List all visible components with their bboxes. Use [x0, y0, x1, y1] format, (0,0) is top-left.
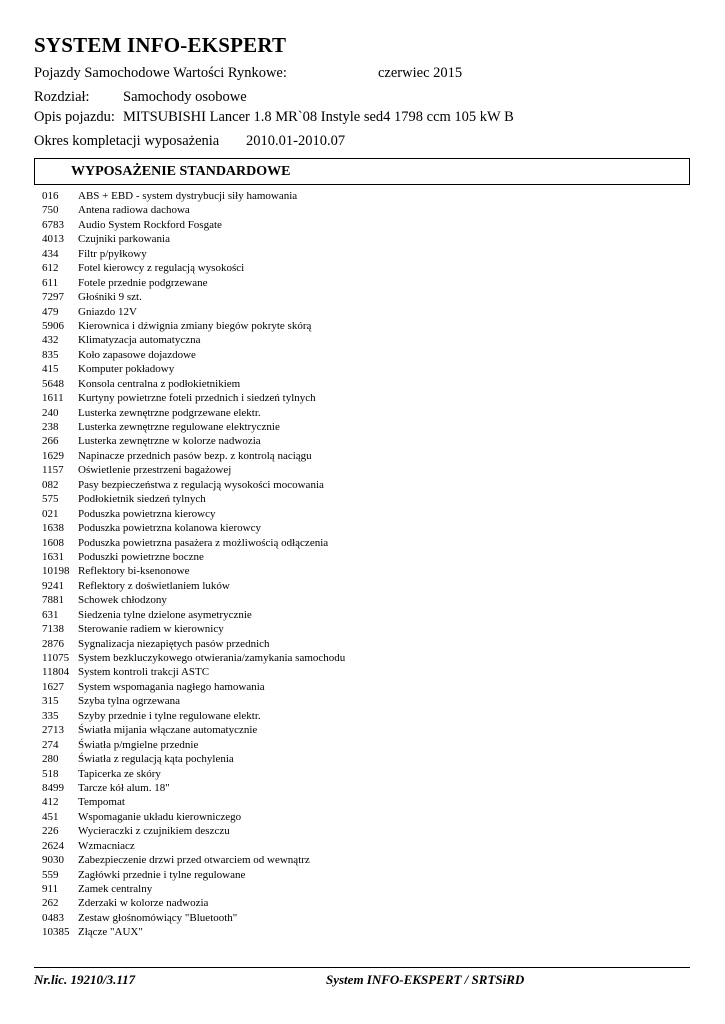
item-code: 6783	[42, 218, 64, 231]
item-name: Fotel kierowcy z regulacją wysokości	[78, 262, 245, 275]
footer-license: Nr.lic. 19210/3.117	[34, 972, 136, 987]
item-name: System kontroli trakcji ASTC	[78, 666, 210, 679]
list-item	[42, 203, 692, 217]
list-item	[42, 377, 692, 391]
item-code: 315	[42, 695, 59, 708]
list-item	[42, 853, 692, 867]
item-code: 518	[42, 767, 59, 780]
list-item	[42, 434, 692, 448]
list-item	[42, 463, 692, 477]
section-value: Samochody osobowe	[123, 89, 247, 105]
list-item	[42, 608, 692, 622]
item-code: 7297	[42, 291, 64, 304]
period-label: Okres kompletacji wyposażenia	[34, 133, 220, 149]
vehicle-label: Opis pojazdu:	[34, 109, 115, 125]
list-item	[42, 665, 692, 679]
item-code: 5906	[42, 319, 64, 332]
item-name: Poduszka powietrzna kierowcy	[78, 507, 216, 520]
item-code: 240	[42, 406, 59, 419]
list-item	[42, 333, 692, 347]
list-item	[42, 550, 692, 564]
item-name: Wzmacniacz	[78, 839, 135, 852]
item-code: 4013	[42, 233, 64, 246]
item-name: Lusterka zewnętrzne w kolorze nadwozia	[78, 435, 261, 448]
list-item	[42, 622, 692, 636]
item-name: Światła p/mgielne przednie	[78, 738, 199, 751]
item-code: 082	[42, 478, 59, 491]
item-code: 412	[42, 796, 59, 809]
equipment-section-header	[34, 158, 690, 185]
list-item	[42, 839, 692, 853]
item-code: 10385	[42, 926, 70, 939]
item-name: Gniazdo 12V	[78, 305, 137, 318]
list-item	[42, 261, 692, 275]
item-name: Zamek centralny	[78, 883, 153, 895]
list-item	[42, 420, 692, 434]
item-name: Reflektory z doświetlaniem luków	[78, 579, 230, 592]
item-name: Konsola centralna z podłokietnikiem	[78, 377, 241, 390]
item-name: Lusterka zewnętrzne podgrzewane elektr.	[78, 406, 261, 419]
item-name: Zagłówki przednie i tylne regulowane	[78, 868, 246, 881]
item-name: Komputer pokładowy	[78, 363, 175, 376]
item-name: Kierownica i dźwignia zmiany biegów pokryte skórą	[78, 319, 312, 332]
item-code: 434	[42, 247, 59, 260]
item-code: 559	[42, 868, 59, 881]
item-code: 7881	[42, 594, 64, 607]
item-name: System bezkluczykowego otwierania/zamykania samochodu	[78, 652, 346, 664]
item-code: 1608	[42, 536, 64, 549]
list-item	[42, 305, 692, 319]
item-name: Reflektory bi-ksenonowe	[78, 565, 190, 578]
item-code: 0483	[42, 911, 64, 924]
item-name: Napinacze przednich pasów bezp. z kontrolą naciągu	[78, 449, 312, 462]
list-item	[42, 406, 692, 420]
item-code: 11804	[42, 666, 70, 679]
item-name: Poduszka powietrzna pasażera z możliwością odłączenia	[78, 536, 329, 549]
list-item	[42, 276, 692, 290]
list-item	[42, 391, 692, 405]
item-code: 2624	[42, 839, 64, 852]
item-code: 1611	[42, 392, 64, 405]
item-name: Siedzenia tylne dzielone asymetrycznie	[78, 608, 252, 621]
list-item	[42, 232, 692, 246]
list-item	[42, 449, 692, 463]
item-name: Wycieraczki z czujnikiem deszczu	[78, 825, 230, 838]
item-name: Filtr p/pyłkowy	[78, 247, 147, 260]
list-item	[42, 637, 692, 651]
item-name: Zderzaki w kolorze nadwozia	[78, 897, 209, 910]
item-code: 7138	[42, 623, 64, 636]
item-code: 1157	[42, 464, 64, 477]
list-item	[42, 536, 692, 550]
equipment-list	[42, 189, 692, 940]
item-name: Światła mijania włączane automatycznie	[78, 724, 258, 737]
item-code: 1638	[42, 522, 64, 535]
list-item	[42, 709, 692, 723]
list-item	[42, 564, 692, 578]
list-item	[42, 521, 692, 535]
list-item	[42, 492, 692, 506]
list-item	[42, 593, 692, 607]
item-code: 8499	[42, 781, 64, 794]
item-name: Tapicerka ze skóry	[78, 767, 161, 780]
item-code: 612	[42, 262, 59, 275]
list-item	[42, 651, 692, 665]
item-code: 274	[42, 738, 59, 751]
item-code: 9241	[42, 579, 64, 592]
list-item	[42, 896, 692, 910]
footer-system: System INFO-EKSPERT / SRTSiRD	[326, 972, 525, 987]
item-name: Pasy bezpieczeństwa z regulacją wysokości mocowania	[78, 478, 324, 491]
item-code: 335	[42, 709, 59, 722]
item-name: Czujniki parkowania	[78, 233, 170, 246]
item-name: Lusterka zewnętrzne regulowane elektrycznie	[78, 421, 280, 433]
item-code: 9030	[42, 854, 64, 867]
list-item	[42, 781, 692, 795]
item-name: Audio System Rockford Fosgate	[78, 218, 222, 231]
item-name: Szyba tylna ogrzewana	[78, 695, 181, 708]
item-name: Kurtyny powietrzne foteli przednich i siedzeń tylnych	[78, 392, 316, 405]
item-name: Tempomat	[78, 796, 125, 809]
item-code: 2713	[42, 724, 64, 737]
item-code: 2876	[42, 637, 64, 650]
item-name: Światła z regulacją kąta pochylenia	[78, 753, 234, 766]
item-name: Poduszka powietrzna kolanowa kierowcy	[78, 522, 261, 535]
item-name: ABS + EBD - system dystrybucji siły hamowania	[78, 190, 298, 202]
list-item	[42, 218, 692, 232]
item-code: 631	[42, 608, 59, 621]
document-title: SYSTEM INFO-EKSPERT	[34, 33, 287, 57]
item-code: 451	[42, 810, 59, 823]
item-code: 262	[42, 897, 59, 910]
list-item	[42, 738, 692, 752]
item-name: Sterowanie radiem w kierownicy	[78, 623, 224, 636]
item-code: 575	[42, 493, 59, 506]
item-name: Schowek chłodzony	[78, 594, 167, 607]
item-code: 1629	[42, 449, 64, 462]
market-label: Pojazdy Samochodowe Wartości Rynkowe:	[34, 65, 287, 81]
item-code: 479	[42, 305, 59, 318]
list-item	[42, 723, 692, 737]
list-item	[42, 290, 692, 304]
item-name: Złącze "AUX"	[78, 926, 143, 939]
item-code: 1627	[42, 680, 64, 693]
list-item	[42, 478, 692, 492]
item-code: 415	[42, 363, 59, 376]
item-code: 5648	[42, 377, 64, 390]
equipment-heading: WYPOSAŻENIE STANDARDOWE	[71, 164, 291, 179]
list-item	[42, 795, 692, 809]
item-name: Klimatyzacja automatyczna	[78, 334, 201, 347]
item-code: 238	[42, 421, 59, 433]
list-item	[42, 579, 692, 593]
item-code: 835	[42, 348, 59, 361]
list-item	[42, 507, 692, 521]
list-item	[42, 680, 692, 694]
list-item	[42, 868, 692, 882]
item-name: Podłokietnik siedzeń tylnych	[78, 493, 206, 506]
footer-divider	[34, 967, 690, 968]
item-code: 266	[42, 435, 59, 448]
item-code: 611	[42, 276, 59, 289]
item-name: System wspomagania nagłego hamowania	[78, 680, 265, 693]
item-name: Fotele przednie podgrzewane	[78, 276, 208, 289]
list-item	[42, 362, 692, 376]
item-name: Antena radiowa dachowa	[78, 204, 190, 217]
list-item	[42, 911, 692, 925]
vehicle-value: MITSUBISHI Lancer 1.8 MR`08 Instyle sed4 1798 ccm 105 kW B	[123, 109, 514, 125]
item-name: Tarcze kół alum. 18"	[78, 781, 170, 794]
item-code: 280	[42, 753, 59, 766]
list-item	[42, 247, 692, 261]
item-name: Szyby przednie i tylne regulowane elektr.	[78, 709, 261, 722]
section-label: Rozdział:	[34, 89, 90, 105]
list-item	[42, 925, 692, 939]
item-code: 432	[42, 334, 59, 347]
item-name: Poduszki powietrzne boczne	[78, 550, 204, 563]
list-item	[42, 319, 692, 333]
item-name: Koło zapasowe dojazdowe	[78, 348, 196, 361]
item-code: 021	[42, 507, 59, 520]
list-item	[42, 694, 692, 708]
item-name: Sygnalizacja niezapiętych pasów przednich	[78, 637, 270, 650]
item-code: 750	[42, 204, 59, 217]
list-item	[42, 752, 692, 766]
item-code: 911	[42, 883, 59, 895]
item-code: 226	[42, 825, 59, 838]
item-name: Głośniki 9 szt.	[78, 291, 142, 304]
item-code: 11075	[42, 652, 70, 664]
item-code: 1631	[42, 550, 64, 563]
item-name: Oświetlenie przestrzeni bagażowej	[78, 464, 232, 477]
list-item	[42, 767, 692, 781]
item-code: 10198	[42, 565, 70, 578]
item-name: Zestaw głośnomówiący "Bluetooth"	[78, 911, 238, 924]
list-item	[42, 824, 692, 838]
list-item	[42, 348, 692, 362]
period-value: 2010.01-2010.07	[246, 133, 346, 149]
market-date: czerwiec 2015	[378, 65, 463, 81]
list-item	[42, 189, 692, 203]
item-code: 016	[42, 190, 59, 202]
item-name: Wspomaganie układu kierowniczego	[78, 810, 242, 823]
item-name: Zabezpieczenie drzwi przed otwarciem od wewnątrz	[78, 854, 310, 867]
list-item	[42, 810, 692, 824]
list-item	[42, 882, 692, 896]
